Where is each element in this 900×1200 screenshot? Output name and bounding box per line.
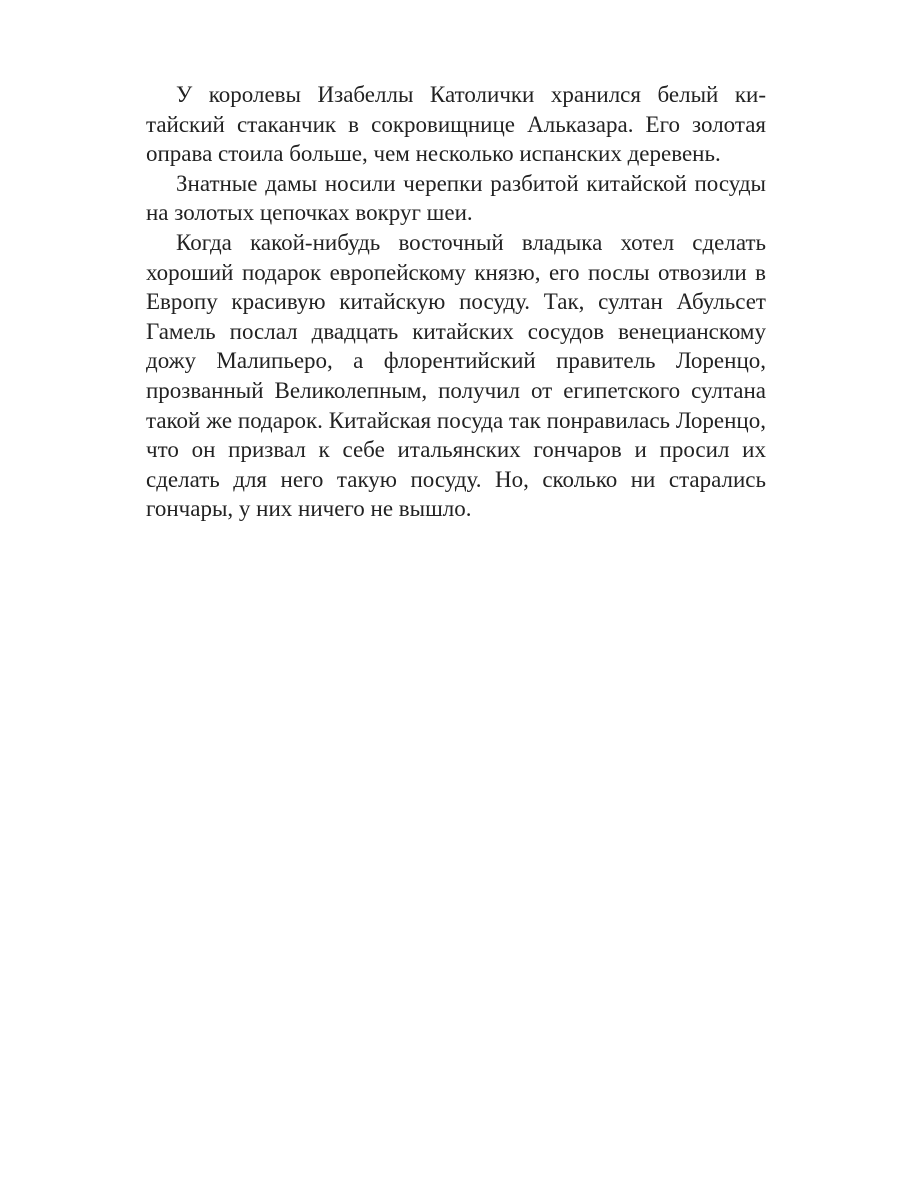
paragraph-3: Когда какой-нибудь восточный владыка хотел сделать хороший подарок европейскому князю, его послы отвозили в Европу красивую китайскую посуду. Так, султан Абульсет Гамель послал двадцать китайских сосудов венецианскому дожу Малипьеро, а флорентийский правитель Лоренцо, прозванный Великолепным, получил от египетского султана такой же подарок. Китайская посуда так понравилась Лоренцо, что он призвал к себе итальянских гончаров и просил их сделать для него такую посуду. Но, сколько ни старались гончары, у них ничего не вышло.: [146, 229, 766, 522]
paragraph-1: У королевы Изабеллы Католички хранился белый китайский стаканчик в сокровищнице Альказара. Его золотая оправа стоила больше, чем несколько испанских деревень.: [146, 82, 766, 167]
body-text: [146, 80, 766, 524]
paragraph-2: Знатные дамы носили черепки разбитой китайской посуды на золотых цепочках вокруг шеи.: [146, 170, 766, 226]
